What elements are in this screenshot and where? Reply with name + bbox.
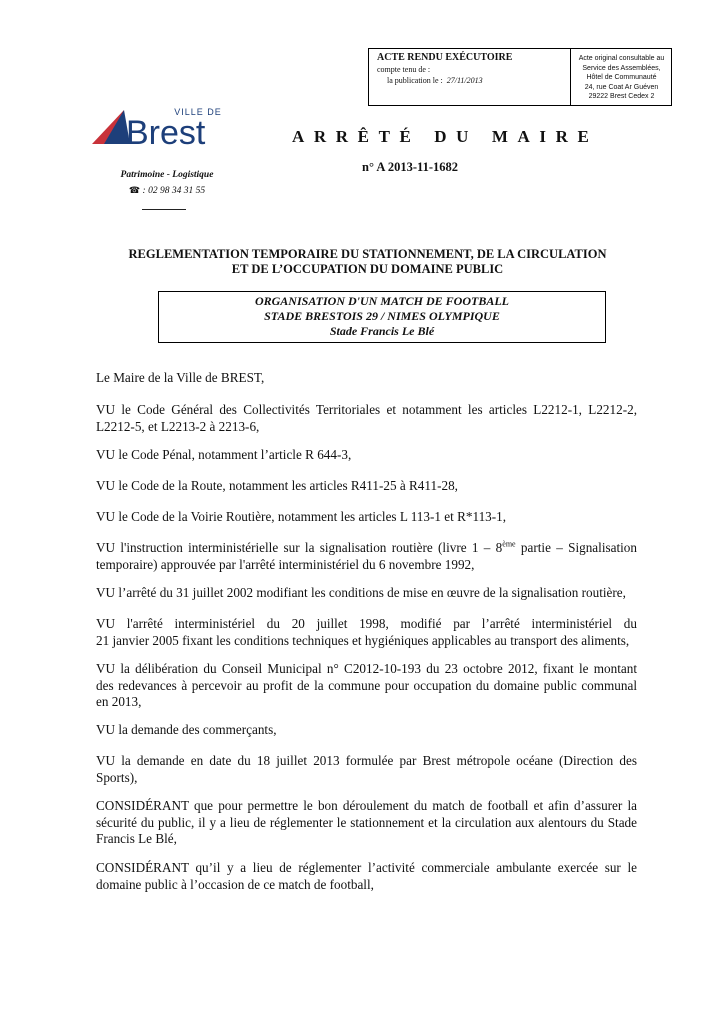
- stamp-consult-line: Acte original consultable au: [578, 55, 665, 62]
- stamp-consult-line: Hôtel de Communauté: [586, 74, 657, 82]
- text-run: VU l'instruction interministérielle sur la signalisation routière (livre 1 – 8: [96, 540, 503, 555]
- paragraph-line: temporaire) approuvée par l'arrêté interministériel du 6 novembre 1992,: [96, 556, 475, 572]
- paragraph-line: CONSIDÉRANT qu’il y a lieu de réglementer l’activité commerciale ambulante exercée sur le: [96, 860, 637, 875]
- paragraph-line: VU le Code Général des Collectivités Territoriales et notamment les articles L2212-1, L2212-2,: [96, 402, 637, 417]
- paragraph-line: CONSIDÉRANT que pour permettre le bon déroulement du match de football et afin d’assurer la: [96, 798, 637, 813]
- superscript: ème: [502, 539, 516, 549]
- paragraph-line: domaine public à l’occasion de ce match de football,: [96, 876, 374, 892]
- paragraph-considerant-securite: [96, 798, 637, 848]
- brest-logo: [90, 104, 230, 150]
- regulation-title: [60, 247, 675, 277]
- text-run: partie – Signalisation: [515, 540, 637, 555]
- paragraph-line: Sports),: [96, 769, 138, 785]
- stamp-consult-line: 29222 Brest Cedex 2: [588, 93, 655, 101]
- stamp-subtitle: compte tenu de :: [377, 65, 431, 74]
- paragraph-line: L2212-5, et L2213-2 à 2213-6,: [96, 418, 260, 434]
- paragraph-demande-bmo: [96, 753, 637, 786]
- paragraph-arrete-1998: [96, 616, 637, 649]
- paragraph-line: [96, 540, 637, 557]
- svg-text:Brest: Brest: [126, 114, 206, 150]
- paragraph-line: VU la demande en date du 18 juillet 2013 formulée par Brest métropole océane (Direction des: [96, 753, 637, 768]
- paragraph-line: VU la demande des commerçants,: [96, 722, 277, 737]
- stamp-left-cell: [369, 49, 571, 105]
- event-line: Stade Francis Le Blé: [329, 324, 435, 338]
- event-line: STADE BRESTOIS 29 / NIMES OLYMPIQUE: [264, 309, 500, 323]
- paragraph-line: VU le Code Pénal, notamment l’article R 644-3,: [96, 447, 352, 462]
- mayor-intro: [96, 370, 637, 387]
- paragraph-line: Le Maire de la Ville de BREST,: [96, 370, 265, 385]
- phone-number: 02 98 34 31 55: [148, 186, 206, 196]
- svg-text:VILLE DE: VILLE DE: [174, 107, 222, 117]
- paragraph-line: 21 janvier 2005 fixant les conditions techniques et hygiéniques applicables au transport des aliments,: [96, 632, 630, 648]
- phone-icon: ☎: [128, 186, 141, 196]
- paragraph-line: sécurité du public, il y a lieu de réglementer le stationnement et la circulation aux alentours du Stade: [96, 814, 637, 830]
- paragraph-line: VU le Code de la Route, notamment les articles R411-25 à R411-28,: [96, 478, 458, 493]
- divider: [142, 209, 186, 210]
- paragraph-demande-commercants: [96, 722, 637, 739]
- executory-stamp: [368, 48, 672, 106]
- paragraph-code-route: [96, 478, 637, 495]
- stamp-consult-line: 24, rue Coat Ar Guéven: [584, 83, 659, 91]
- paragraph-deliberation: [96, 661, 637, 711]
- regulation-title-line: ET DE L’OCCUPATION DU DOMAINE PUBLIC: [231, 262, 504, 276]
- stamp-publication-label: la publication le :: [387, 76, 443, 85]
- stamp-publication: [387, 76, 483, 85]
- event-box: [158, 291, 606, 343]
- event-line: ORGANISATION D'UN MATCH DE FOOTBALL: [254, 294, 510, 308]
- phone-prefix: :: [142, 186, 146, 196]
- paragraph-considerant-commerce: [96, 860, 637, 893]
- stamp-consult-line: Service des Assemblées,: [582, 64, 661, 72]
- paragraph-code-penal: [96, 447, 637, 464]
- service-phone: [112, 186, 222, 196]
- paragraph-line: en 2013,: [96, 694, 142, 710]
- paragraph-line: VU l’arrêté du 31 juillet 2002 modifiant les conditions de mise en œuvre de la signalisation routière,: [96, 585, 626, 600]
- paragraph-line: des redevances à percevoir au profit de la commune pour occupation du domaine public communal: [96, 677, 637, 693]
- paragraph-code-voirie: [96, 509, 637, 526]
- paragraph-instruction: [96, 540, 637, 573]
- paragraph-line: Francis Le Blé,: [96, 831, 177, 847]
- paragraph-line: VU le Code de la Voirie Routière, notamment les articles L 113-1 et R*113-1,: [96, 509, 507, 524]
- brest-logo-icon: [90, 104, 230, 150]
- paragraph-line: VU la délibération du Conseil Municipal n° C2012-10-193 du 23 octobre 2012, fixant le montant: [96, 661, 637, 676]
- paragraph-line: VU l'arrêté interministériel du 20 juillet 1998, modifié par l’arrêté interministériel du: [96, 616, 637, 631]
- stamp-publication-date: 27/11/2013: [446, 76, 483, 85]
- document-title: ARRÊTÉ DU MAIRE: [292, 127, 599, 146]
- document-number: n° A 2013-11-1682: [362, 160, 458, 174]
- stamp-title: ACTE RENDU EXÉCUTOIRE: [377, 52, 513, 63]
- regulation-title-line: REGLEMENTATION TEMPORAIRE DU STATIONNEMENT, DE LA CIRCULATION: [128, 247, 607, 261]
- service-name: Patrimoine - Logistique: [120, 170, 214, 180]
- stamp-consult-info: [570, 54, 673, 102]
- paragraph-arrete-2002: [96, 585, 637, 602]
- paragraph-cgct: [96, 402, 637, 435]
